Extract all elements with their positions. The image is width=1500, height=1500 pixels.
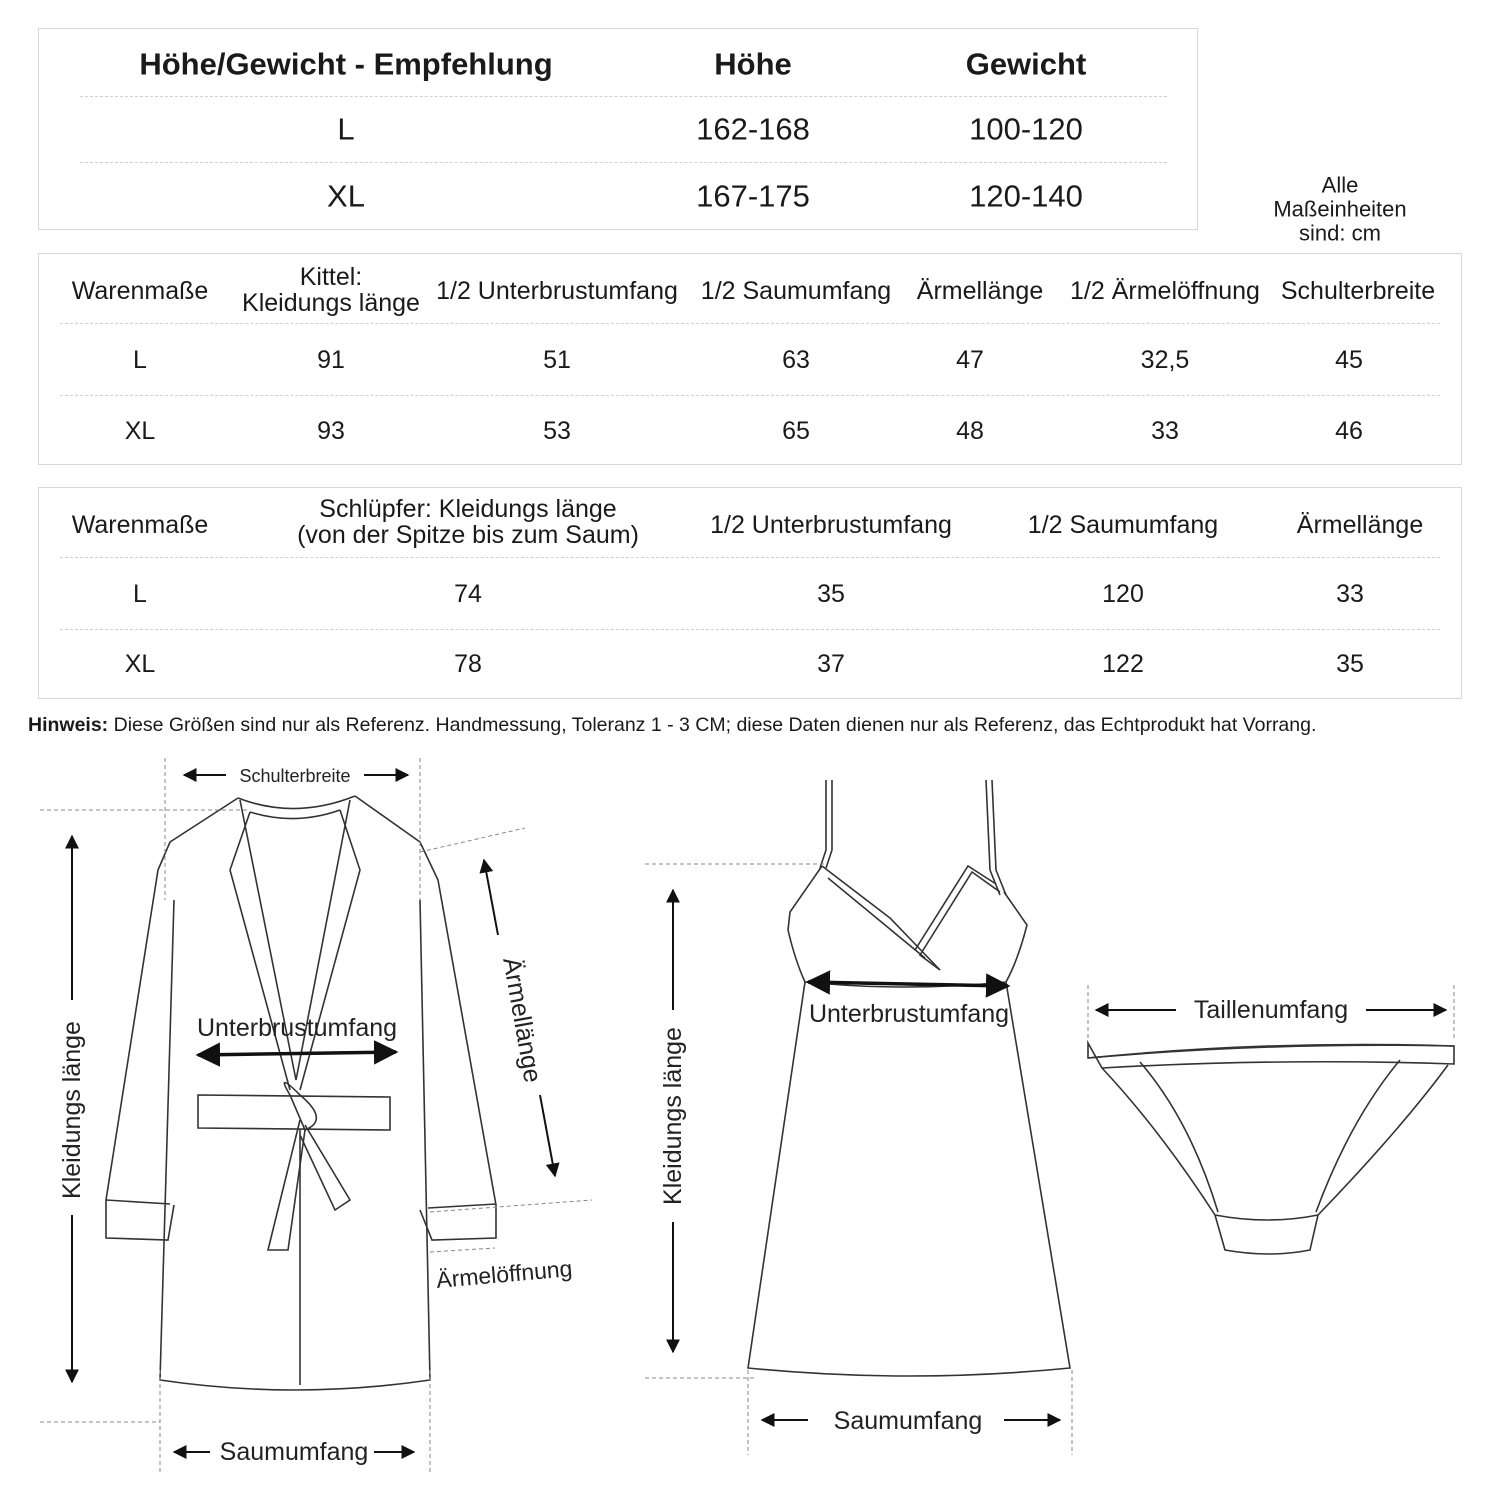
dress-underbust-arrow [808,982,1008,986]
robe-arrows [72,775,555,1452]
robe-guides [40,758,592,1475]
table3-header-underbust: 1/2 Unterbrustumfang [710,510,952,539]
table1-header-recommendation: Höhe/Gewicht - Empfehlung [139,46,553,82]
table2-row-xl-shoulder: 46 [1335,416,1363,445]
table2-header-size: Warenmaße [71,276,209,305]
reference-note [28,714,1316,737]
table2-row-l-sleeve-length: 47 [956,345,984,374]
table2-header-sleeve-length: Ärmellänge [916,276,1044,305]
table2-row-l-shoulder: 45 [1335,345,1363,374]
robe-label-underbust: Unterbrustumfang [196,1014,398,1042]
dress-label-length: Kleidungs länge [659,1027,687,1205]
table3-header-length-line2: (von der Spitze bis zum Saum) [297,521,639,549]
units-note-line1: Alle Maßeinheiten [1273,172,1407,222]
robe-label-sleeve-opening: Ärmelöffnung [435,1255,574,1293]
table3-header-length-line1: Schlüpfer: Kleidungs länge [319,494,617,523]
table3-divider [60,629,1440,630]
table3-row-xl-length: 78 [454,649,482,678]
dress-arrows [673,890,1060,1420]
table2-header-sleeve-opening: 1/2 Ärmelöffnung [1070,276,1260,305]
table2-header-hem: 1/2 Saumumfang [700,276,892,305]
table3-row-xl-hem: 122 [1102,649,1144,678]
table2-row-xl-length: 93 [317,416,345,445]
table1-header-weight: Gewicht [965,46,1087,82]
table3-row-xl-underbust: 37 [817,649,845,678]
table3-row-xl-sleeve-length: 35 [1336,649,1364,678]
table1-row-xl-height: 167-175 [696,178,810,214]
table2-row-l-length: 91 [317,345,345,374]
table2-header-length-line1: Kittel: [299,262,363,291]
table2-row-xl-underbust: 53 [543,416,571,445]
panty-guides [1088,985,1454,1040]
table1-row-xl-weight: 120-140 [969,178,1083,214]
note-text: Diese Größen sind nur als Referenz. Handmessung, Toleranz 1 - 3 CM; diese Daten dienen nur als Referenz, das Echtprodukt hat Vorrang. [108,714,1317,736]
panty-label-waist: Taillenumfang [1193,996,1349,1024]
table1-row-l-size: L [337,111,355,147]
table2-row-xl-size: XL [124,416,156,445]
robe-label-sleeve-length: Ärmellänge [497,955,547,1085]
robe-label-hem: Saumumfang [219,1438,369,1466]
table2-header-length [242,264,420,317]
dress-label-hem: Saumumfang [833,1407,983,1435]
table1-divider [80,96,1167,97]
robe-drawing [106,796,496,1390]
table1-row-l-weight: 100-120 [969,111,1083,147]
table1-header-height: Höhe [714,46,792,82]
table3-header-length [297,496,639,549]
robe-underbust-arrow [198,1052,396,1055]
table3-header-sleeve-length: Ärmellänge [1296,510,1424,539]
table2-divider [60,395,1440,396]
table3-row-l-underbust: 35 [817,579,845,608]
table1-row-l-height: 162-168 [696,111,810,147]
table2-row-xl-sleeve-length: 48 [956,416,984,445]
dress-label-underbust: Unterbrustumfang [808,1000,1010,1028]
table3-header-hem: 1/2 Saumumfang [1027,510,1219,539]
table3-row-l-sleeve-length: 33 [1336,579,1364,608]
note-label: Hinweis: [28,714,109,736]
table3-row-xl-size: XL [124,649,156,678]
robe-sleeve-arrow-top [484,860,498,935]
table2-row-l-hem: 63 [782,345,810,374]
robe-label-length: Kleidungs länge [58,1021,86,1199]
table2-row-l-underbust: 51 [543,345,571,374]
table1-divider [80,162,1167,163]
panty-drawing [1088,1043,1454,1254]
table2-header-shoulder: Schulterbreite [1280,276,1436,305]
dress-guides [645,864,1072,1455]
table2-header-underbust: 1/2 Unterbrustumfang [436,276,678,305]
table1-row-xl-size: XL [327,178,365,214]
units-note-line2: sind: cm [1299,221,1381,247]
table2-row-xl-hem: 65 [782,416,810,445]
robe-label-shoulder: Schulterbreite [239,766,351,786]
table3-row-l-size: L [133,579,147,608]
table2-row-l-size: L [133,345,147,374]
robe-sleeve-arrow-bottom [540,1095,555,1176]
table2-header-length-line2: Kleidungs länge [242,289,420,317]
table3-divider [60,557,1440,558]
table3-header-size: Warenmaße [71,510,209,539]
table2-divider [60,323,1440,324]
units-note [1260,174,1420,247]
table3-row-l-hem: 120 [1102,579,1144,608]
table3-row-l-length: 74 [454,579,482,608]
table2-row-l-sleeve-opening: 32,5 [1140,345,1190,374]
table2-row-xl-sleeve-opening: 33 [1151,416,1179,445]
dress-drawing [748,780,1070,1376]
